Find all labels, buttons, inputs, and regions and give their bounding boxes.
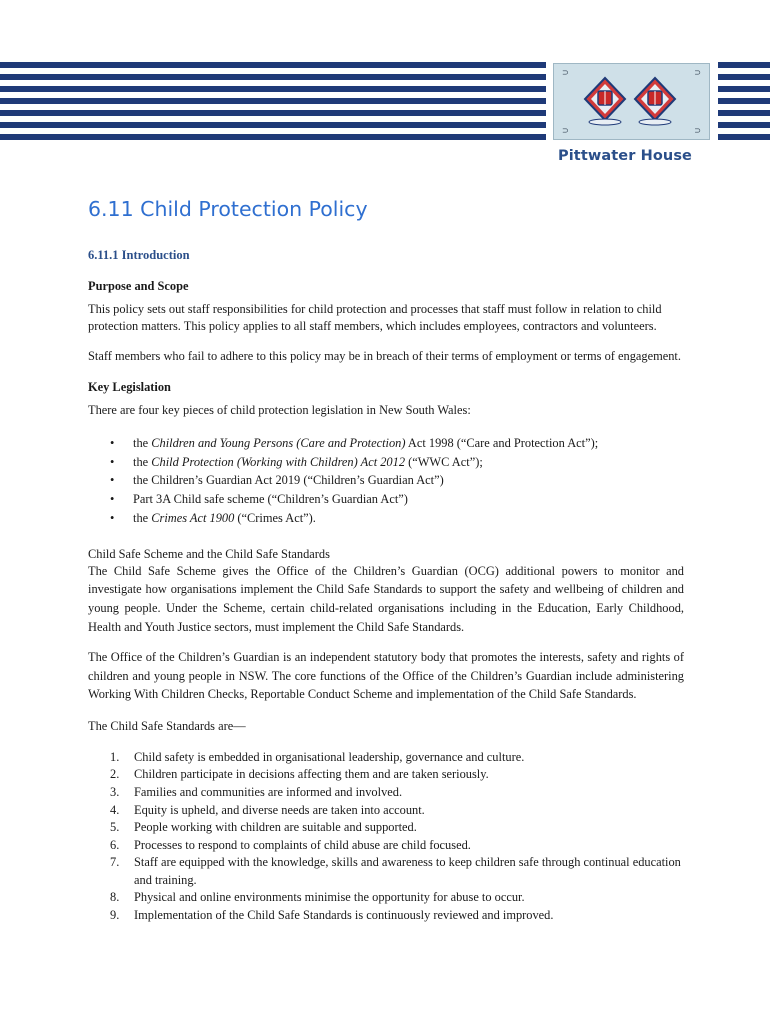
list-item: 6. Processes to respond to complaints of child abuse are child focused. bbox=[110, 837, 471, 852]
list-item: • the Crimes Act 1900 (“Crimes Act”). bbox=[88, 509, 684, 528]
list-item: • Part 3A Child safe scheme (“Children’s Guardian Act”) bbox=[88, 490, 684, 509]
header-stripes-right bbox=[718, 62, 770, 142]
purpose-heading: Purpose and Scope bbox=[88, 279, 189, 293]
document-body bbox=[88, 278, 684, 925]
page-title: 6.11 Child Protection Policy bbox=[88, 197, 368, 221]
list-item: • the Child Protection (Working with Children) Act 2012 (“WWC Act”); bbox=[88, 453, 684, 472]
legislation-list bbox=[88, 434, 684, 528]
purpose-paragraph: This policy sets out staff responsibilities for child protection and processes that staff must follow in relation to child protection matters. This policy applies to all staff members, which includes employees, contractors and volunteers. bbox=[88, 301, 662, 333]
section-heading: 6.11.1 Introduction bbox=[88, 248, 190, 262]
standards-list bbox=[88, 749, 684, 925]
list-item: 8. Physical and online environments minimise the opportunity for abuse to occur. bbox=[110, 890, 525, 905]
list-item: 9. Implementation of the Child Safe Standards is continuously reviewed and improved. bbox=[110, 908, 554, 923]
header-stripes-left bbox=[0, 62, 546, 142]
scheme-paragraph: The Child Safe Scheme gives the Office of the Children’s Guardian (OCG) additional powers to monitor and investigate how organisations implement the Child Safe Standards to support the safety and wellbeing of children and young people. Under the Scheme, certain child-related organisations including in the Education, Early Childhood, Health and Youth Justice sectors, must implement the Child Safe Standards. bbox=[88, 563, 684, 634]
list-item: • the Children’s Guardian Act 2019 (“Children’s Guardian Act”) bbox=[88, 471, 684, 490]
legislation-heading: Key Legislation bbox=[88, 380, 171, 395]
standards-intro: The Child Safe Standards are— bbox=[88, 718, 246, 733]
list-item: 4. Equity is upheld, and diverse needs are taken into account. bbox=[110, 802, 425, 817]
list-item: 7. Staff are equipped with the knowledge, skills and awareness to keep children safe through continual education and training. bbox=[110, 855, 681, 887]
list-item: 2. Children participate in decisions affecting them and are taken seriously. bbox=[110, 767, 489, 782]
school-crest-icon bbox=[554, 64, 711, 141]
list-item: 5. People working with children are suitable and supported. bbox=[110, 820, 417, 835]
list-item: • the Children and Young Persons (Care and Protection) Act 1998 (“Care and Protection Act”); bbox=[88, 434, 684, 453]
list-item: 1. Child safety is embedded in organisational leadership, governance and culture. bbox=[110, 749, 525, 764]
ocg-paragraph: The Office of the Children’s Guardian is an independent statutory body that promotes the interests, safety and rights of children and young people in NSW. The core functions of the Office of the Children’s Guardian include administering Working With Children Checks, Reportable Conduct Scheme and implementation of the Child Safe Standards. bbox=[88, 650, 684, 702]
legislation-intro: There are four key pieces of child protection legislation in New South Wales: bbox=[88, 402, 471, 417]
list-item: 3. Families and communities are informed and involved. bbox=[110, 784, 403, 799]
scheme-heading: Child Safe Scheme and the Child Safe Standards bbox=[88, 546, 330, 561]
brand-name: Pittwater House bbox=[558, 148, 692, 164]
breach-paragraph: Staff members who fail to adhere to this policy may be in breach of their terms of employment or terms of engagement. bbox=[88, 349, 681, 364]
school-logo: ⊃ ⊃ ⊃ ⊃ bbox=[553, 63, 710, 140]
